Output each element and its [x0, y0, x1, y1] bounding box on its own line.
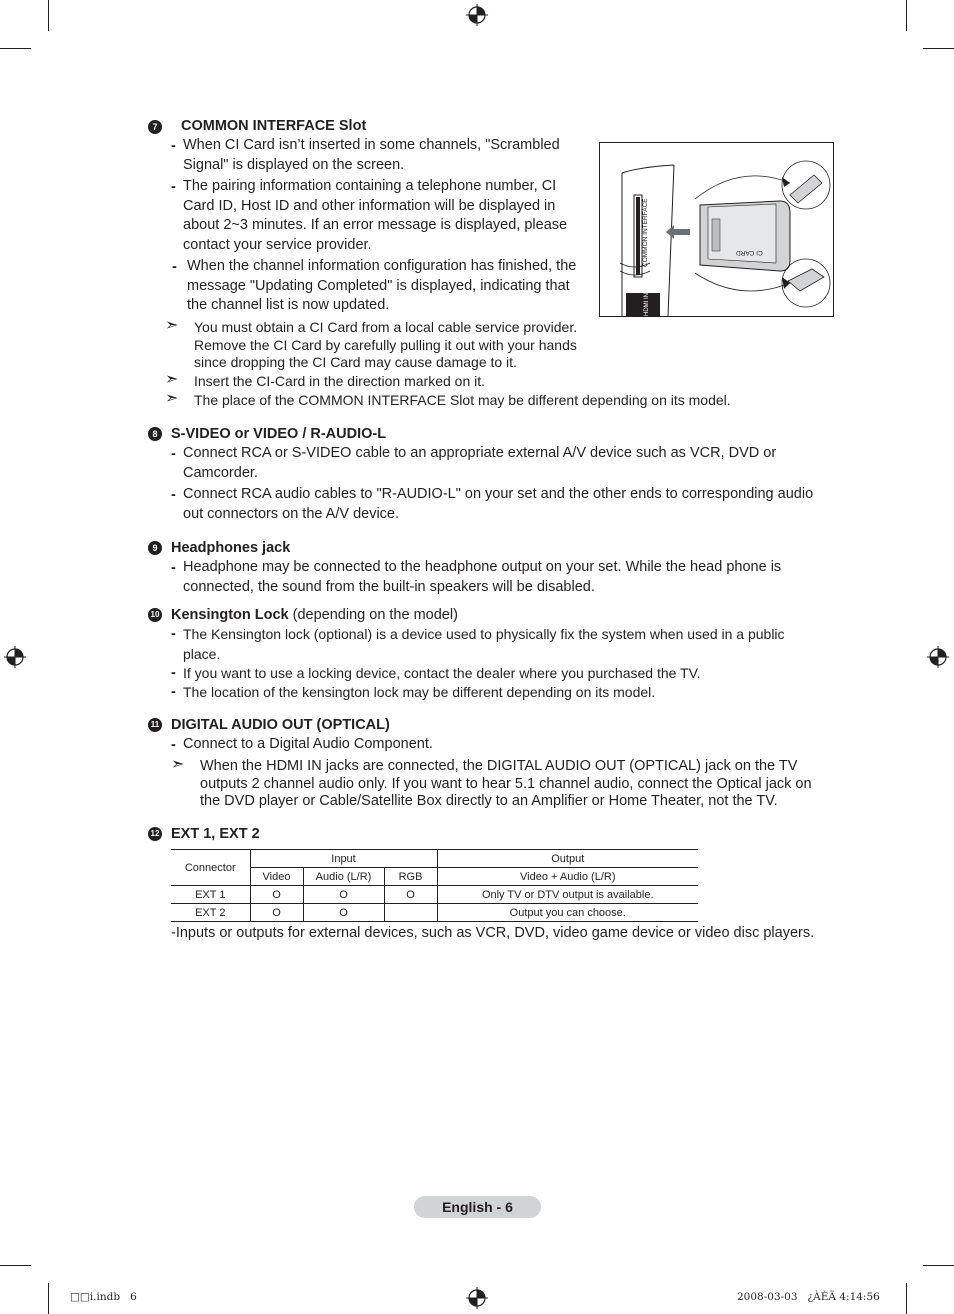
section-number-8: 8	[148, 427, 162, 441]
kensington-title: Kensington Lock	[171, 607, 289, 623]
slot-label: COMMON INTERFACE	[642, 198, 649, 267]
optical-bullet-1: Connect to a Digital Audio Component.	[183, 736, 433, 752]
ext-footnote: -Inputs or outputs for external devices, such as VCR, DVD, video game device or video disc players.	[171, 925, 815, 941]
section-title-svideo: S-VIDEO or VIDEO / R-AUDIO-L	[171, 426, 387, 442]
bullet-dash: -	[171, 626, 176, 642]
note-arrow-icon: ➣	[165, 371, 179, 388]
bullet-dash: -	[171, 684, 176, 700]
registration-mark-icon	[466, 4, 488, 26]
ci-note-3: The place of the COMMON INTERFACE Slot may be different depending on its model.	[194, 392, 731, 408]
footer-file-name: □□i.indb 6	[70, 1291, 137, 1303]
note-arrow-icon: ➣	[171, 756, 185, 773]
section-title-kensington	[171, 607, 458, 623]
page-number-badge: English - 6	[414, 1196, 541, 1218]
row-connector: EXT 2	[171, 904, 250, 922]
section-title-headphones: Headphones jack	[171, 540, 291, 556]
row-output: Output you can choose.	[437, 904, 698, 922]
crop-mark	[0, 48, 31, 49]
bullet-dash: -	[171, 737, 176, 753]
table-header-row	[171, 850, 698, 868]
ci-note-2: Insert the CI-Card in the direction marked on it.	[194, 373, 486, 389]
section-title-ci: COMMON INTERFACE Slot	[181, 118, 367, 134]
row-video: O	[250, 904, 303, 922]
input-header: Input	[250, 850, 437, 868]
output-subheader: Video + Audio (L/R)	[437, 868, 698, 886]
ci-card-figure	[599, 142, 834, 317]
section-title-ext: EXT 1, EXT 2	[171, 826, 260, 842]
section-number-9: 9	[148, 541, 162, 555]
connector-header: Connector	[171, 850, 250, 886]
registration-mark-icon	[927, 646, 949, 668]
bullet-dash: -	[171, 665, 176, 681]
section-number-11: 11	[148, 718, 162, 732]
registration-mark-icon	[466, 1287, 488, 1309]
row-rgb	[384, 904, 437, 922]
optical-note: When the HDMI IN jacks are connected, the DIGITAL AUDIO OUT (OPTICAL) jack on the TV outputs 2 channel audio only. If you want to hear 5.1 channel audio, connect the Optical jack on the DVD player or Cable/Satellite Box directly to an Amplifier or Home Theater, not the TV.	[200, 758, 812, 809]
note-arrow-icon: ➣	[165, 317, 179, 334]
table-row	[171, 886, 698, 904]
footer-timestamp: 2008-03-03 ¿ÀÈÄ 4:14:56	[737, 1291, 880, 1303]
card-label: CI CARD	[736, 249, 763, 256]
crop-mark	[906, 0, 907, 31]
section-number-7: 7	[148, 120, 162, 134]
row-rgb: O	[384, 886, 437, 904]
ci-bullet-1: When CI Card isn’t inserted in some channels, "Scrambled Signal" is displayed on the screen.	[183, 137, 560, 173]
table-subheader-row	[171, 868, 698, 886]
row-audio: O	[303, 886, 384, 904]
bullet-dash: -	[172, 259, 177, 275]
kensington-bullet-3: The location of the kensington lock may be different depending on its model.	[183, 684, 656, 700]
section-number-10: 10	[148, 608, 162, 622]
bullet-dash: -	[171, 560, 176, 576]
registration-mark-icon	[4, 646, 26, 668]
crop-mark	[923, 1265, 954, 1266]
note-arrow-icon: ➣	[165, 390, 179, 407]
video-subheader: Video	[250, 868, 303, 886]
kensington-bullet-2: If you want to use a locking device, contact the dealer where you purchased the TV.	[183, 665, 701, 681]
kensington-title-suffix: (depending on the model)	[292, 607, 458, 623]
ext-spec-table	[171, 849, 698, 922]
svideo-bullet-1: Connect RCA or S-VIDEO cable to an appropriate external A/V device such as VCR, DVD or Camcorder.	[183, 445, 777, 481]
headphones-bullet-1: Headphone may be connected to the headphone output on your set. While the head phone is connected, the sound from the built-in speakers will be disabled.	[183, 559, 782, 595]
audio-subheader: Audio (L/R)	[303, 868, 384, 886]
section-title-optical: DIGITAL AUDIO OUT (OPTICAL)	[171, 717, 390, 733]
crop-mark	[48, 1283, 49, 1314]
crop-mark	[48, 0, 49, 31]
row-audio: O	[303, 904, 384, 922]
crop-mark	[0, 1265, 31, 1266]
crop-mark	[923, 48, 954, 49]
ci-bullet-2: The pairing information containing a telephone number, CI Card ID, Host ID and other information will be displayed in about 2~3 minutes. If an error message is displayed, please contact your service provider.	[183, 178, 568, 254]
row-connector: EXT 1	[171, 886, 250, 904]
output-header: Output	[437, 850, 698, 868]
row-video: O	[250, 886, 303, 904]
kensington-bullet-1: The Kensington lock (optional) is a device used to physically fix the system when used in a public place.	[183, 626, 785, 662]
svideo-bullet-2: Connect RCA audio cables to "R-AUDIO-L" on your set and the other ends to corresponding audio out connectors on the A/V device.	[183, 486, 814, 522]
row-output: Only TV or DTV output is available.	[437, 886, 698, 904]
bullet-dash: -	[171, 138, 176, 154]
crop-mark	[906, 1283, 907, 1314]
table-row	[171, 904, 698, 922]
port-label: HDMI IN	[644, 293, 650, 316]
section-number-12: 12	[148, 827, 162, 841]
ci-bullet-3: When the channel information configuration has finished, the message "Updating Completed" is displayed, indicating that the channel list is now updated.	[187, 258, 577, 314]
bullet-dash: -	[171, 487, 176, 503]
rgb-subheader: RGB	[384, 868, 437, 886]
ci-note-1: You must obtain a CI Card from a local cable service provider. Remove the CI Card by carefully pulling it out with your hands since dropping the CI Card may cause damage to it.	[194, 319, 578, 370]
bullet-dash: -	[171, 446, 176, 462]
bullet-dash: -	[171, 179, 176, 195]
